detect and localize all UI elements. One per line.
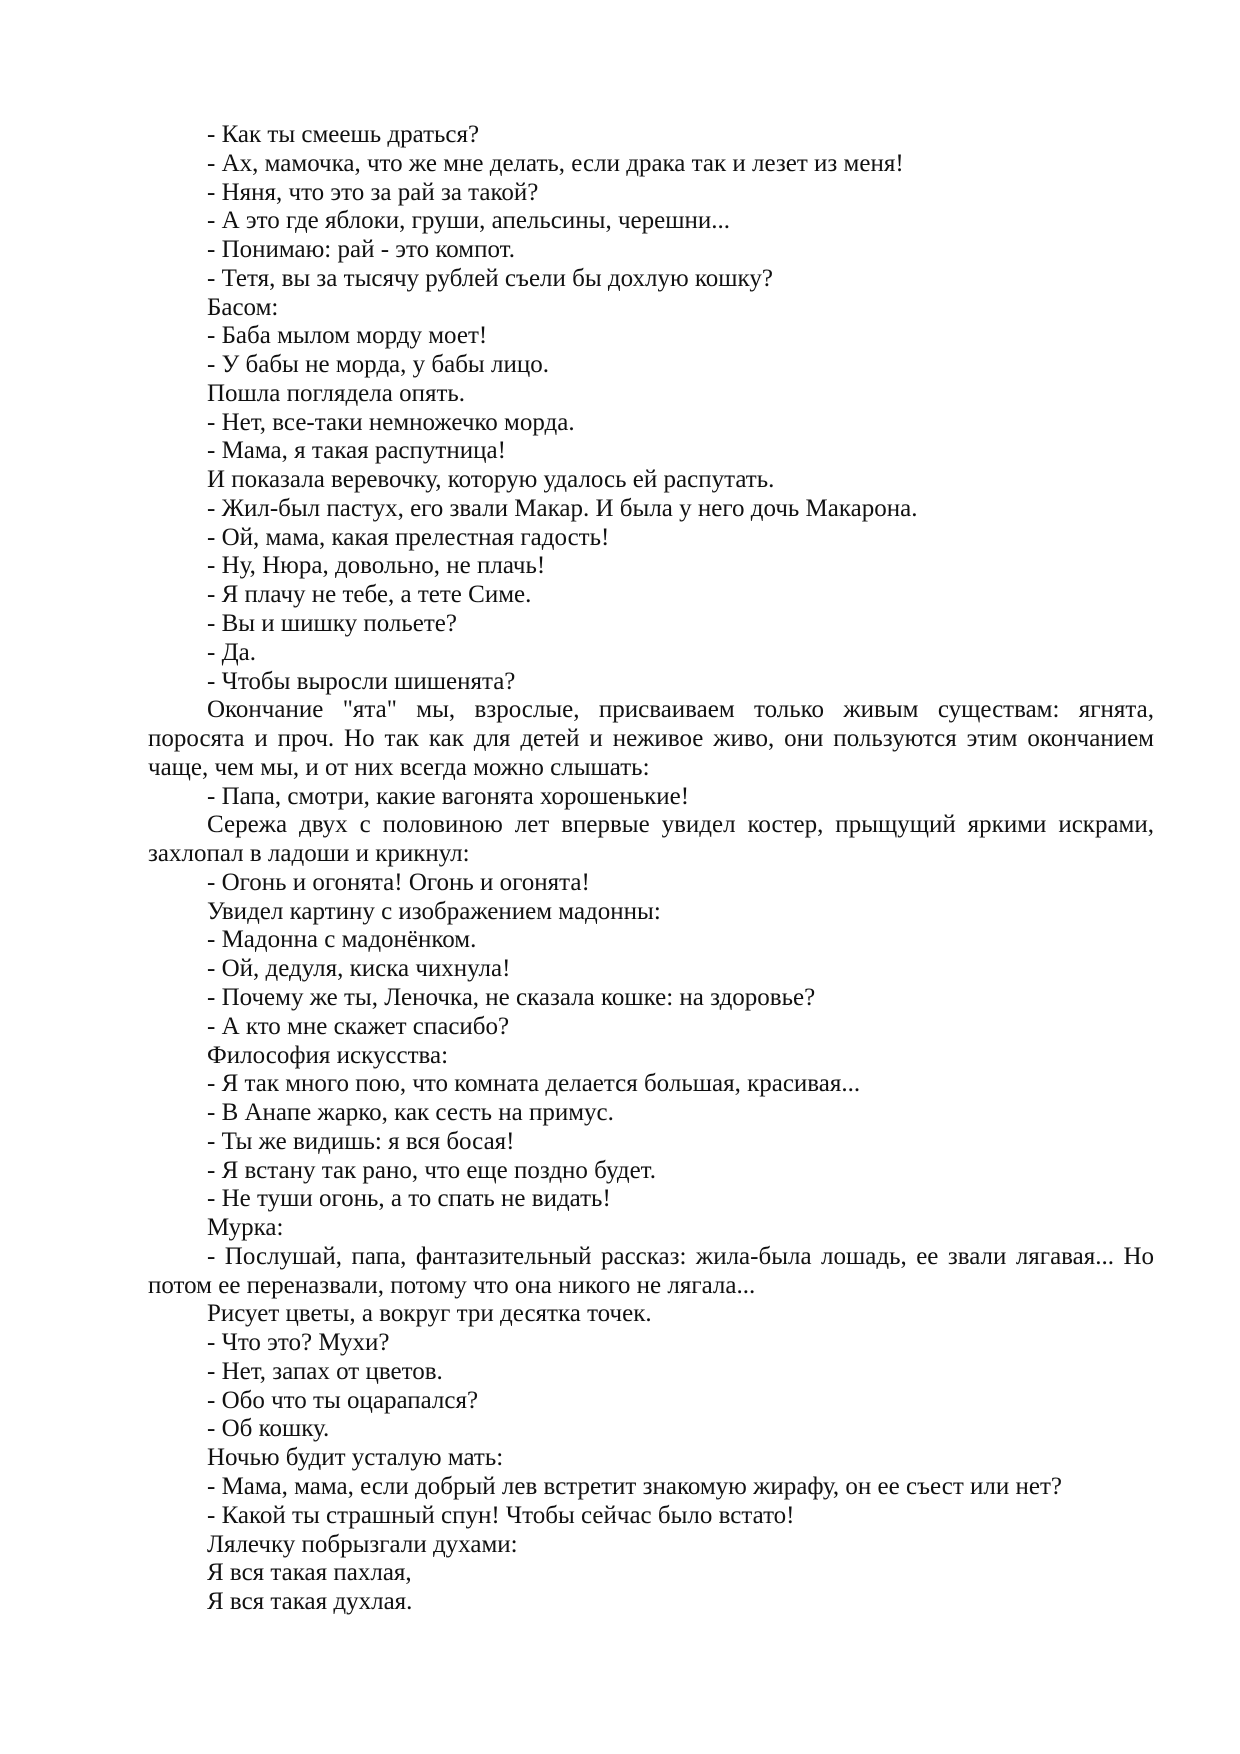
paragraph xyxy=(148,639,1154,668)
text-line: И показала веревочку, которую удалось ей распутать. xyxy=(207,466,775,494)
text-line: - Я так много пою, что комната делается большая, красивая... xyxy=(207,1070,861,1098)
text-line: - А кто мне скажет спасибо? xyxy=(207,1012,510,1040)
text-line: - Мама, я такая распутница! xyxy=(207,437,506,465)
paragraph xyxy=(148,1157,1154,1186)
text-line: Рисует цветы, а вокруг три десятка точек. xyxy=(207,1300,652,1328)
text-line: - Огонь и огонята! Огонь и огонята! xyxy=(207,868,590,896)
paragraph xyxy=(148,294,1154,323)
text-line: - Тетя, вы за тысячу рублей съели бы дохлую кошку? xyxy=(207,264,773,292)
paragraph xyxy=(148,236,1154,265)
text-line: - Я встану так рано, что еще поздно будет. xyxy=(207,1156,656,1184)
paragraph xyxy=(148,322,1154,351)
text-line: - Мадонна с мадонёнком. xyxy=(207,926,477,954)
paragraph xyxy=(148,1502,1154,1531)
text-line: чаще, чем мы, и от них всегда можно слышать: xyxy=(148,753,650,781)
paragraph xyxy=(148,1588,1154,1617)
text-line: - Ты же видишь: я вся босая! xyxy=(207,1127,515,1155)
text-line: - Об кошку. xyxy=(207,1415,330,1443)
text-line: - Понимаю: рай - это компот. xyxy=(207,236,515,264)
paragraph xyxy=(148,984,1154,1013)
text-line: - Ой, мама, какая прелестная гадость! xyxy=(207,523,610,551)
text-line: - Ах, мамочка, что же мне делать, если драка так и лезет из меня! xyxy=(207,149,904,177)
text-line: - Ну, Нюра, довольно, не плачь! xyxy=(207,552,546,580)
paragraph xyxy=(148,552,1154,581)
text-line: - Я плачу не тебе, а тете Симе. xyxy=(207,581,532,609)
text-line: потом ее переназвали, потому что она никого не лягала... xyxy=(148,1271,756,1299)
paragraph xyxy=(148,1042,1154,1071)
paragraph xyxy=(148,1013,1154,1042)
paragraph xyxy=(148,610,1154,639)
text-line: - Почему же ты, Леночка, не сказала кошке: на здоровье? xyxy=(207,983,816,1011)
paragraph xyxy=(148,179,1154,208)
paragraph xyxy=(148,581,1154,610)
paragraph xyxy=(148,207,1154,236)
paragraph xyxy=(148,1300,1154,1329)
text-line: Я вся такая пахлая, xyxy=(207,1559,412,1587)
text-line: Философия искусства: xyxy=(207,1041,449,1069)
paragraph xyxy=(148,1243,1154,1301)
paragraph xyxy=(148,1415,1154,1444)
text-line: - Папа, смотри, какие вагонята хорошенькие! xyxy=(207,782,690,810)
text-line: - Няня, что это за рай за такой? xyxy=(207,178,539,206)
text-line: Басом: xyxy=(207,293,279,321)
paragraph xyxy=(148,524,1154,553)
paragraph xyxy=(148,437,1154,466)
paragraph xyxy=(148,783,1154,812)
text-line: Ночью будит усталую мать: xyxy=(207,1444,504,1472)
paragraph xyxy=(148,1531,1154,1560)
paragraph xyxy=(148,351,1154,380)
text-line: Окончание "ята" мы, взрослые, присваиваем только живым существам: ягнята, xyxy=(207,696,1154,724)
text-line: - Чтобы выросли шишенята? xyxy=(207,667,516,695)
paragraph xyxy=(148,1358,1154,1387)
paragraph xyxy=(148,1214,1154,1243)
paragraph xyxy=(148,1185,1154,1214)
text-line: - Послушай, папа, фантазительный рассказ: жила-была лошадь, ее звали лягавая... Но xyxy=(207,1242,1154,1270)
paragraph xyxy=(148,265,1154,294)
text-line: - Как ты смеешь драться? xyxy=(207,121,480,148)
text-line: Лялечку побрызгали духами: xyxy=(207,1530,518,1558)
text-line: - А это где яблоки, груши, апельсины, черешни... xyxy=(207,207,730,235)
paragraph xyxy=(148,466,1154,495)
paragraph xyxy=(148,1070,1154,1099)
paragraph xyxy=(148,495,1154,524)
text-line: - Нет, все-таки немножечко морда. xyxy=(207,408,575,436)
text-line: Сережа двух с половиною лет впервые увидел костер, прыщущий яркими искрами, xyxy=(207,811,1154,839)
text-line: захлопал в ладоши и крикнул: xyxy=(148,840,470,868)
paragraph xyxy=(148,1128,1154,1157)
text-line: - Мама, мама, если добрый лев встретит знакомую жирафу, он ее съест или нет? xyxy=(207,1472,1062,1500)
text-line: - Не туши огонь, а то спать не видать! xyxy=(207,1185,611,1213)
paragraph xyxy=(148,926,1154,955)
text-line: - Да. xyxy=(207,638,256,666)
text-line: Мурка: xyxy=(207,1214,284,1242)
paragraph xyxy=(148,1099,1154,1128)
paragraph xyxy=(148,1473,1154,1502)
paragraph xyxy=(148,811,1154,869)
text-line: Я вся такая духлая. xyxy=(207,1588,413,1616)
paragraph xyxy=(148,121,1154,150)
paragraph xyxy=(148,150,1154,179)
paragraph xyxy=(148,1444,1154,1473)
paragraph xyxy=(148,380,1154,409)
text-line: Увидел картину с изображением мадонны: xyxy=(207,897,661,925)
paragraph xyxy=(148,696,1154,782)
paragraph xyxy=(148,869,1154,898)
text-line: - Жил-был пастух, его звали Макар. И была у него дочь Макарона. xyxy=(207,494,918,522)
paragraph xyxy=(148,1559,1154,1588)
text-line: - Какой ты страшный спун! Чтобы сейчас было встато! xyxy=(207,1501,795,1529)
text-line: - В Анапе жарко, как сесть на примус. xyxy=(207,1099,614,1127)
paragraph xyxy=(148,1329,1154,1358)
document-page xyxy=(148,121,1154,1617)
text-line: - Обо что ты оцарапался? xyxy=(207,1386,479,1414)
paragraph xyxy=(148,898,1154,927)
paragraph xyxy=(148,1387,1154,1416)
paragraph xyxy=(148,955,1154,984)
text-line: - Вы и шишку польете? xyxy=(207,610,457,638)
text-line: - Что это? Мухи? xyxy=(207,1329,390,1357)
paragraph xyxy=(148,409,1154,438)
text-line: поросята и проч. Но так как для детей и неживое живо, они пользуются этим окончанием xyxy=(148,725,1154,753)
text-line: - У бабы не морда, у бабы лицо. xyxy=(207,351,549,379)
text-line: - Ой, дедуля, киска чихнула! xyxy=(207,955,511,983)
text-line: Пошла поглядела опять. xyxy=(207,379,466,407)
text-line: - Баба мылом морду моет! xyxy=(207,322,488,350)
text-line: - Нет, запах от цветов. xyxy=(207,1357,443,1385)
paragraph xyxy=(148,668,1154,697)
